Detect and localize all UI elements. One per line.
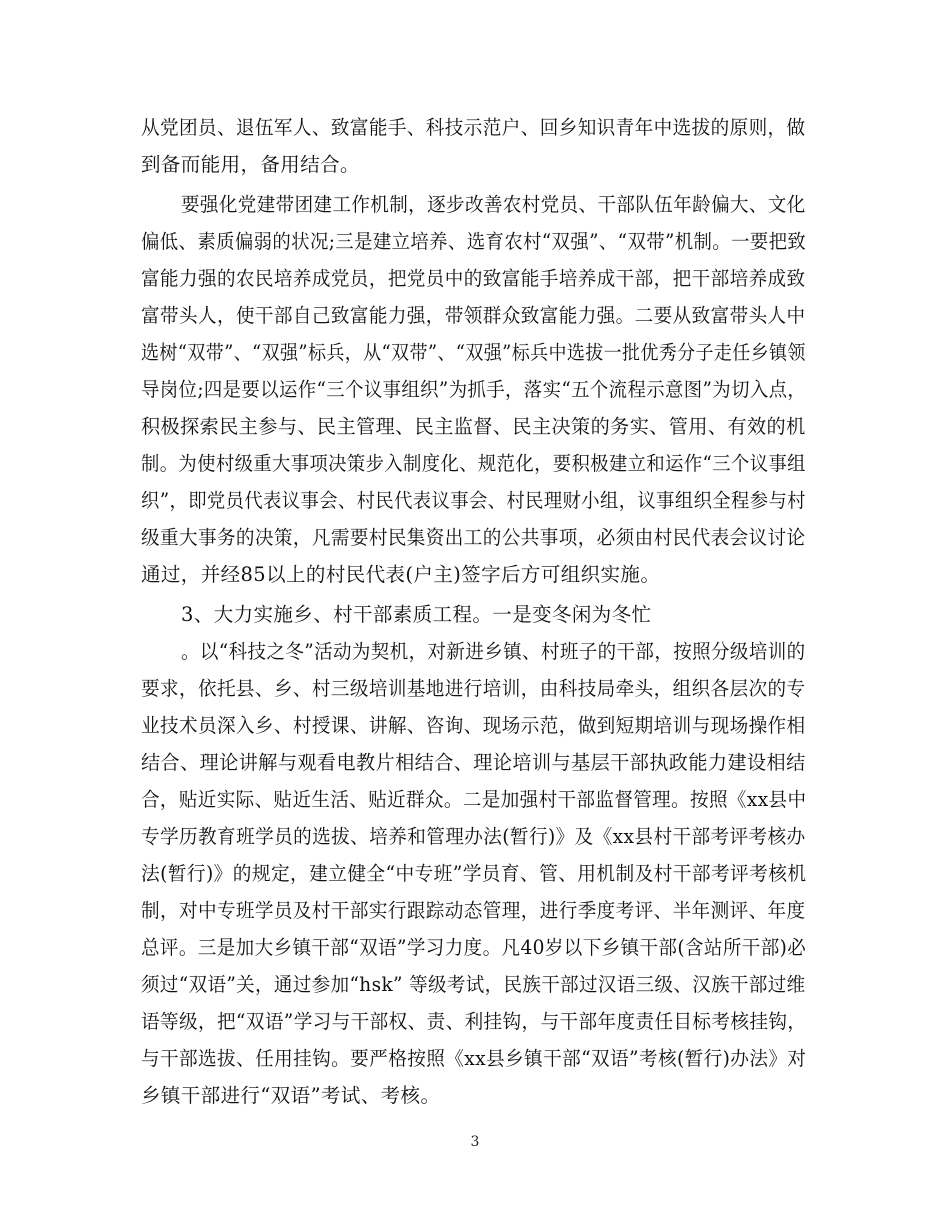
text-line: 专学历教育班学员的选拔、培养和管理办法(暂行)》及《xx县村干部考评考核办 (141, 825, 806, 848)
text-line: 要求，依托县、乡、村三级培训基地进行培训，由科技局牵头，组织各层次的专 (141, 677, 806, 700)
section-heading: 3、大力实施乡、村干部素质工程。一是变冬闲为冬忙 (181, 603, 652, 626)
text-line: 须过“双语”关，通过参加“hsk” 等级考试，民族干部过汉语三级、汉族干部过维 (141, 973, 806, 996)
text-line: 通过，并经85以上的村民代表(户主)签字后方可组织实施。 (141, 563, 661, 586)
paragraph-first-line: 。以“科技之冬”活动为契机，对新进乡镇、村班子的干部，按照分级培训的 (181, 640, 806, 663)
text-line: 富带头人，使干部自己致富能力强，带领群众致富能力强。二要从致富带头人中 (141, 304, 806, 327)
text-line: 导岗位;四是要以运作“三个议事组织”为抓手，落实“五个流程示意图”为切入点， (141, 378, 807, 401)
paragraph-first-line: 要强化党建带团建工作机制，逐步改善农村党员、干部队伍年龄偏大、文化 (181, 193, 806, 216)
text-line: 合，贴近实际、贴近生活、贴近群众。二是加强村干部监督管理。按照《xx县中 (141, 788, 807, 811)
text-line: 织”，即党员代表议事会、村民代表议事会、村民理财小组，议事组织全程参与村 (141, 489, 806, 512)
text-line: 语等级，把“双语”学习与干部权、责、利挂钩，与干部年度责任目标考核挂钩， (141, 1010, 807, 1033)
text-line: 法(暂行)》的规定，建立健全“中专班”学员育、管、用机制及村干部考评考核机 (141, 862, 807, 885)
text-line: 制。为使村级重大事项决策步入制度化、规范化，要积极建立和运作“三个议事组 (141, 452, 806, 475)
text-line: 业技术员深入乡、村授课、讲解、咨询、现场示范，做到短期培训与现场操作相 (141, 714, 806, 737)
text-line: 偏低、素质偏弱的状况;三是建立培养、选育农村“双强”、“双带”机制。一要把致 (141, 230, 807, 253)
text-line: 乡镇干部进行“双语”考试、考核。 (141, 1084, 441, 1107)
text-line: 选树“双带”、“双强”标兵，从“双带”、“双强”标兵中选拔一批优秀分子走任乡镇领 (141, 341, 806, 364)
text-line: 到备而能用，备用结合。 (141, 153, 360, 176)
text-line: 与干部选拔、任用挂钩。要严格按照《xx县乡镇干部“双语”考核(暂行)办法》对 (141, 1047, 807, 1070)
text-line: 制，对中专班学员及村干部实行跟踪动态管理，进行季度考评、半年测评、年度 (141, 899, 806, 922)
text-line: 从党团员、退伍军人、致富能手、科技示范户、回乡知识青年中选拔的原则，做 (141, 116, 806, 139)
text-line: 结合、理论讲解与观看电教片相结合、理论培训与基层干部执政能力建设相结 (141, 751, 806, 774)
text-line: 富能力强的农民培养成党员，把党员中的致富能手培养成干部，把干部培养成致 (141, 267, 806, 290)
text-line: 总评。三是加大乡镇干部“双语”学习力度。凡40岁以下乡镇干部(含站所干部)必 (141, 936, 807, 959)
page-number: 3 (470, 1134, 480, 1150)
text-line: 积极探索民主参与、民主管理、民主监督、民主决策的务实、管用、有效的机 (141, 415, 806, 438)
text-line: 级重大事务的决策，凡需要村民集资出工的公共事项，必须由村民代表会议讨论 (141, 526, 806, 549)
